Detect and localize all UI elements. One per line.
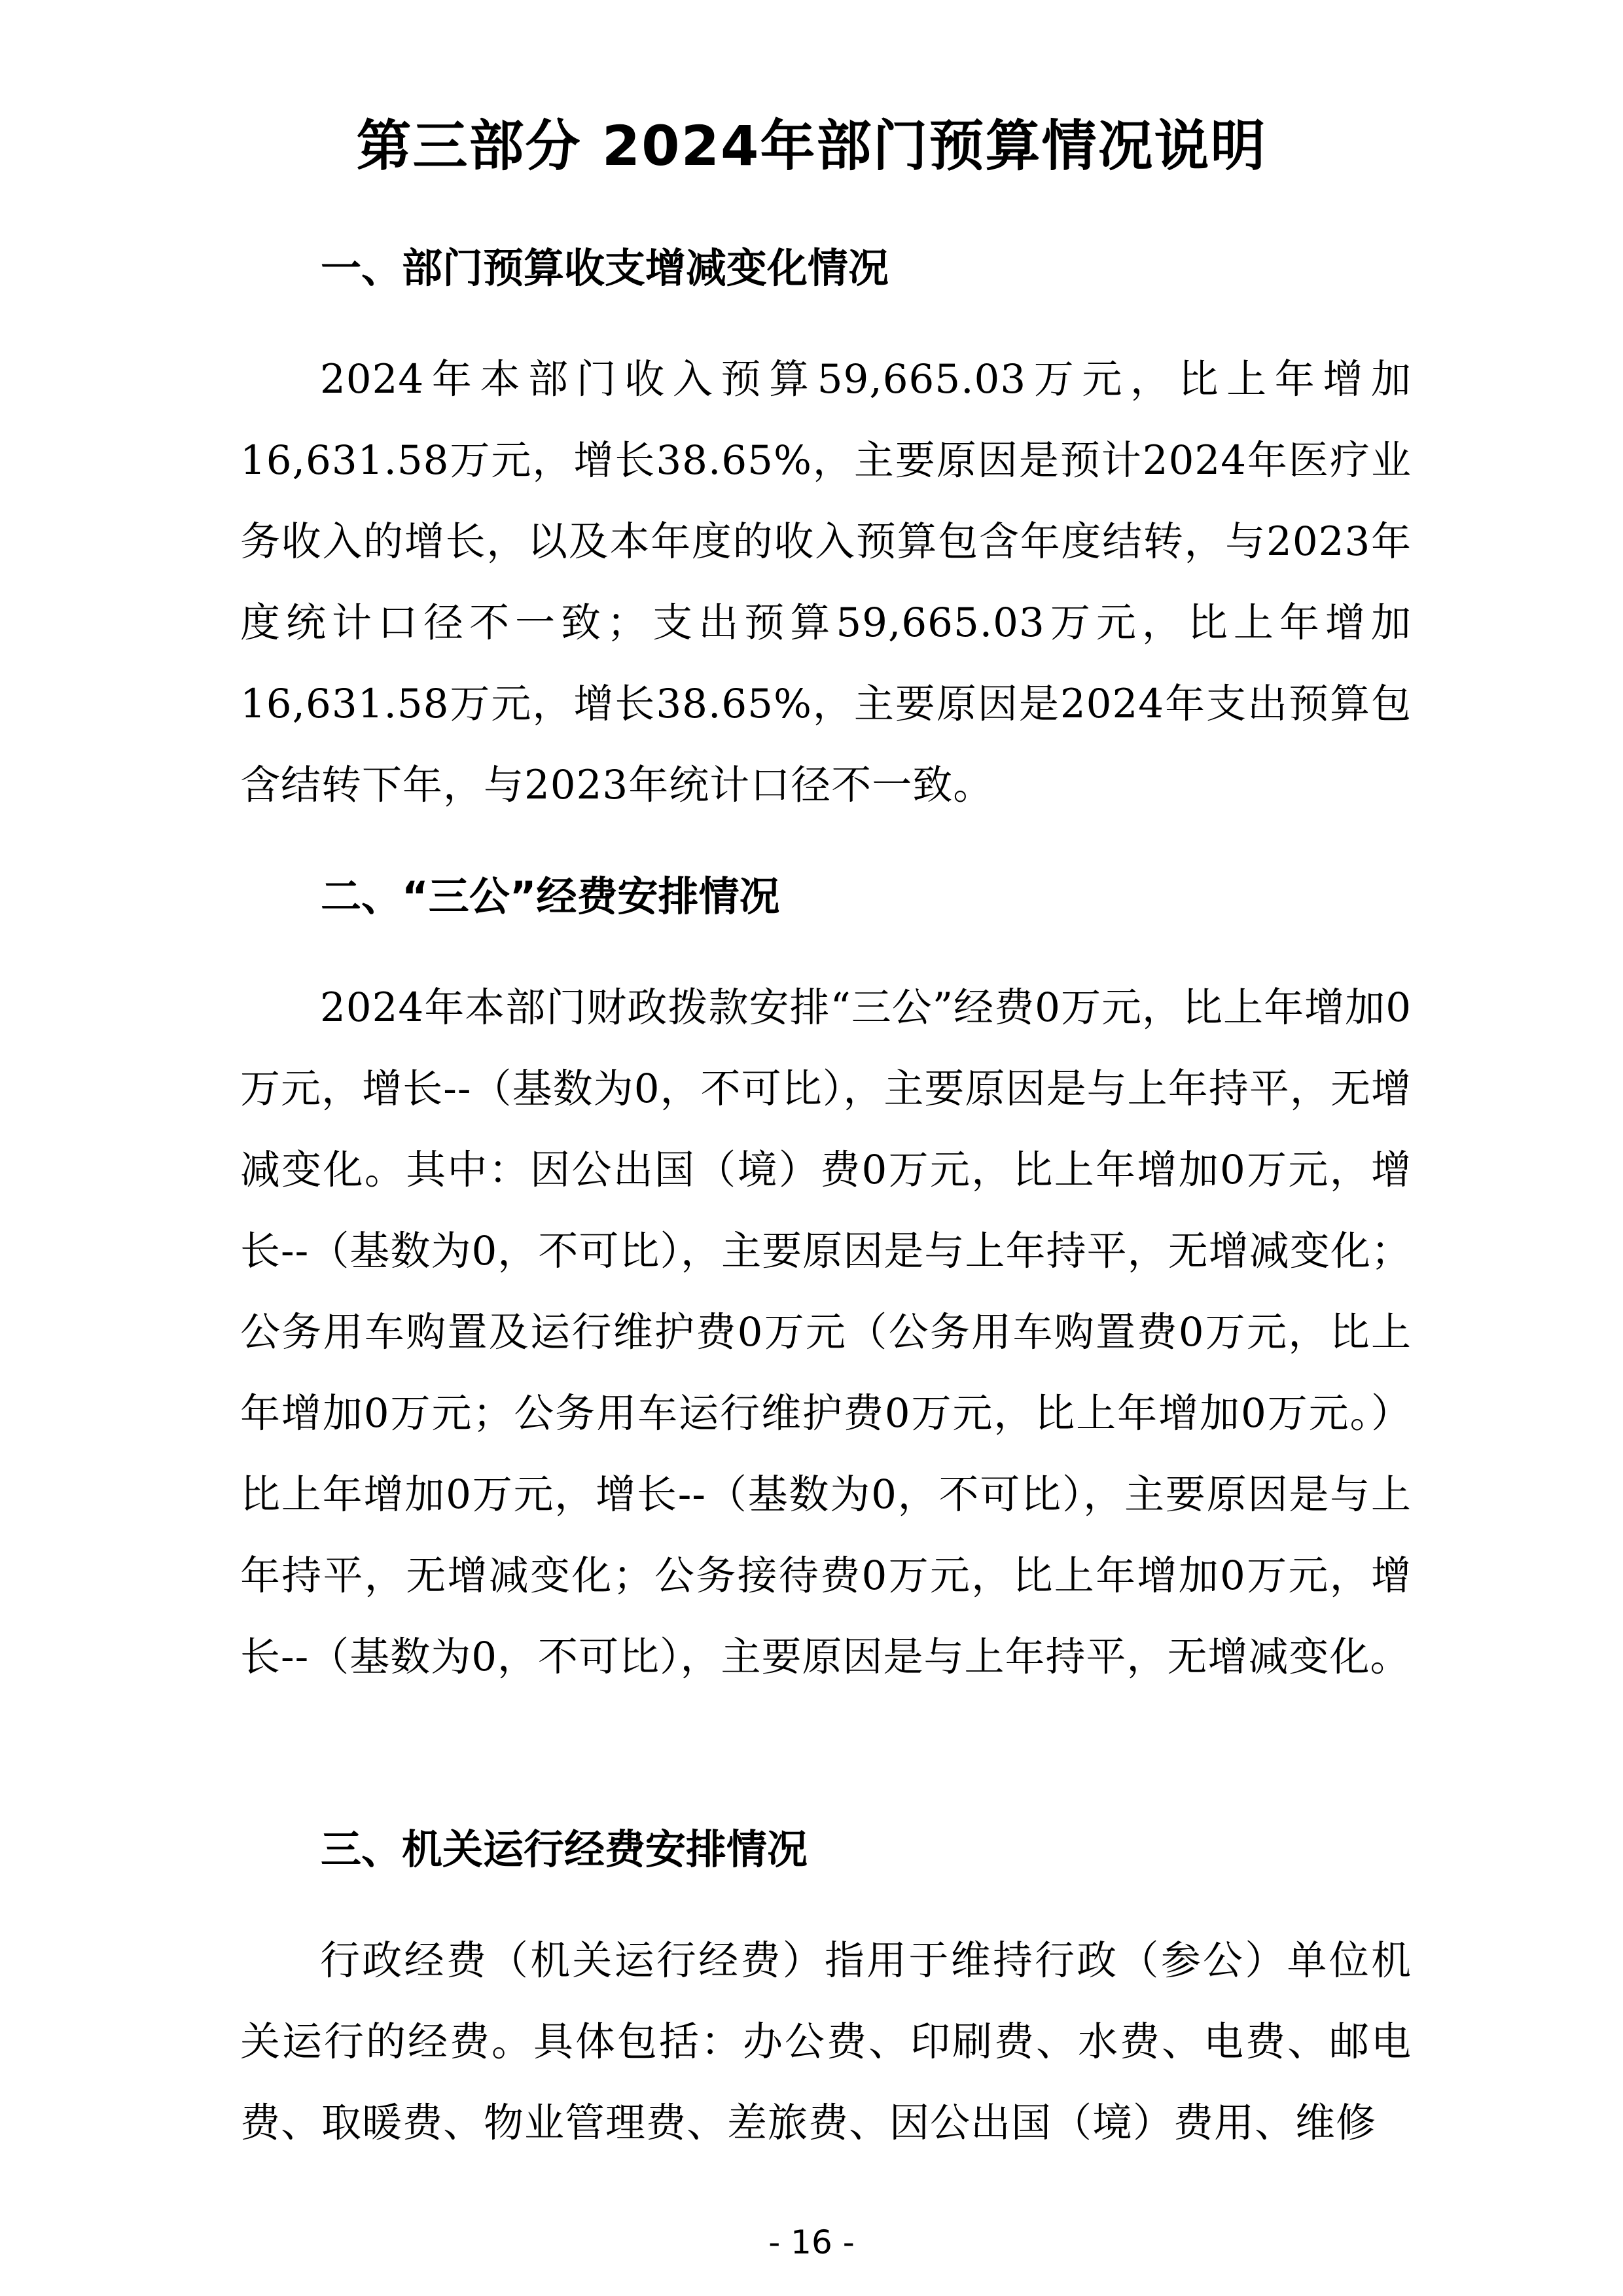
section-heading-2: 二、“三公”经费安排情况 <box>321 872 780 920</box>
section-paragraph-1: 2024年本部门收入预算59,665.03万元，比上年增加16,631.58万元，增长38.65%，主要原因是预计2024年医疗业务收入的增长，以及本年度的收入预算包含年度结转，与2023年度统计口径不一致；支出预算59,665.03万元，比上年增加16,631.58万元，增长38.65%，主要原因是2024年支出预算包含结转下年，与2023年统计口径不一致。 <box>240 356 1412 808</box>
section-heading-1: 一、部门预算收支增减变化情况 <box>321 244 889 292</box>
page-number: - 16 - <box>768 2223 855 2261</box>
section-paragraph-3: 行政经费（机关运行经费）指用于维持行政（参公）单位机关运行的经费。具体包括：办公费、印刷费、水费、电费、邮电费、取暖费、物业管理费、差旅费、因公出国（境）费用、维修 <box>240 1937 1412 2146</box>
section-heading-3: 三、机关运行经费安排情况 <box>321 1825 808 1873</box>
page-title: 第三部分 2024年部门预算情况说明 <box>356 114 1267 178</box>
section-paragraph-2: 2024年本部门财政拨款安排“三公”经费0万元，比上年增加0万元，增长--（基数为0，不可比），主要原因是与上年持平，无增减变化。其中：因公出国（境）费0万元，比上年增加0万元，增长--（基数为0，不可比），主要原因是与上年持平，无增减变化；公务用车购置及运行维护费0万元（公务用车购置费0万元，比上年增加0万元；公务用车运行维护费0万元，比上年增加0万元。）比上年增加0万元，增长--（基数为0，不可比），主要原因是与上年持平，无增减变化；公务接待费0万元，比上年增加0万元，增长--（基数为0，不可比），主要原因是与上年持平，无增减变化。 <box>240 984 1412 1680</box>
